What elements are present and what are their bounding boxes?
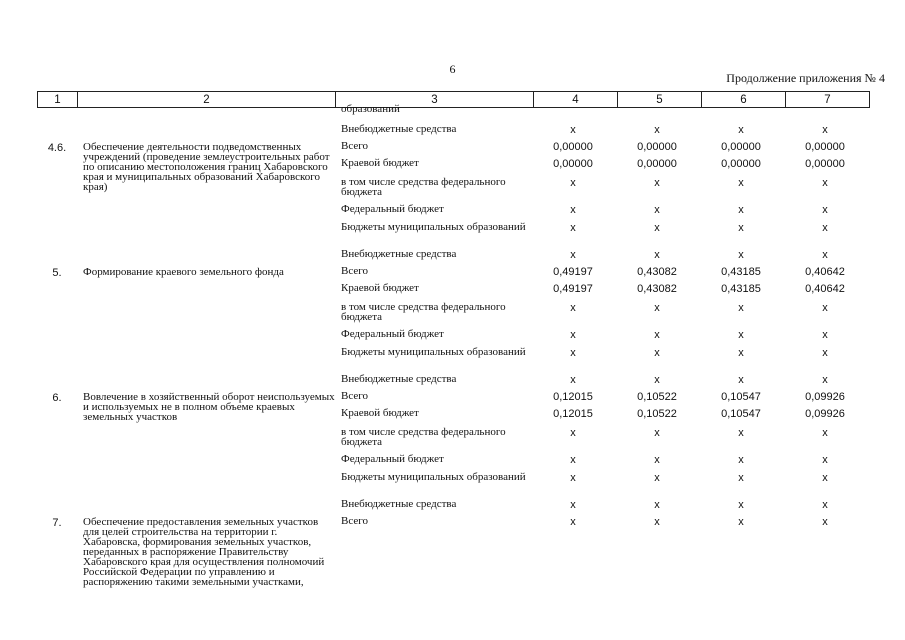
value-cell: х bbox=[654, 374, 660, 386]
value-cell: х bbox=[570, 222, 576, 234]
value-cell: х bbox=[738, 222, 744, 234]
funding-source: образований bbox=[341, 103, 400, 115]
value-cell: 0,43185 bbox=[721, 266, 761, 278]
value-cell: х bbox=[654, 124, 660, 136]
funding-source: Внебюджетные средства bbox=[341, 373, 457, 385]
value-cell: 0,09926 bbox=[805, 408, 845, 420]
value-cell: х bbox=[822, 427, 828, 439]
value-cell: 0,10522 bbox=[637, 391, 677, 403]
value-cell: 0,43082 bbox=[637, 283, 677, 295]
measure-name: Вовлечение в хозяйственный оборот неиспользуемых и используемых не в полном объеме краевых земельных участков bbox=[83, 391, 335, 423]
value-cell: х bbox=[822, 347, 828, 359]
value-cell: 0,00000 bbox=[721, 141, 761, 153]
funding-source: в том числе средства федерального бюджета bbox=[341, 301, 506, 323]
value-cell: 0,12015 bbox=[553, 408, 593, 420]
value-cell: 0,00000 bbox=[721, 158, 761, 170]
funding-source: Краевой бюджет bbox=[341, 282, 419, 294]
value-cell: х bbox=[738, 177, 744, 189]
funding-source: Внебюджетные средства bbox=[341, 498, 457, 510]
funding-source: Внебюджетные средства bbox=[341, 123, 457, 135]
value-cell: х bbox=[654, 249, 660, 261]
value-cell: 0,00000 bbox=[805, 141, 845, 153]
value-cell: х bbox=[570, 249, 576, 261]
value-cell: х bbox=[738, 124, 744, 136]
measure-name: Формирование краевого земельного фонда bbox=[83, 266, 284, 278]
value-cell: 0,00000 bbox=[805, 158, 845, 170]
funding-source: Всего bbox=[341, 140, 368, 152]
value-cell: х bbox=[738, 427, 744, 439]
page-number: 6 bbox=[449, 62, 456, 76]
value-cell: х bbox=[570, 472, 576, 484]
value-cell: х bbox=[570, 177, 576, 189]
column-header: 3 bbox=[336, 92, 534, 108]
value-cell: х bbox=[654, 472, 660, 484]
value-cell: х bbox=[738, 249, 744, 261]
measure-name: Обеспечение деятельности подведомственных учреждений (проведение землеустроительных работ по описанию местоположения границ Хабаровского края и муниципальных образований Хабаровского края) bbox=[83, 141, 330, 193]
value-cell: х bbox=[822, 302, 828, 314]
value-cell: х bbox=[654, 177, 660, 189]
value-cell: х bbox=[654, 499, 660, 511]
value-cell: х bbox=[822, 249, 828, 261]
value-cell: 0,10547 bbox=[721, 391, 761, 403]
value-cell: х bbox=[654, 204, 660, 216]
value-cell: х bbox=[738, 499, 744, 511]
value-cell: 0,40642 bbox=[805, 266, 845, 278]
value-cell: х bbox=[570, 124, 576, 136]
value-cell: х bbox=[738, 329, 744, 341]
funding-source: Федеральный бюджет bbox=[341, 203, 444, 215]
row-number: 5. bbox=[52, 267, 62, 279]
value-cell: х bbox=[822, 472, 828, 484]
value-cell: 0,43185 bbox=[721, 283, 761, 295]
value-cell: х bbox=[570, 329, 576, 341]
funding-source: Федеральный бюджет bbox=[341, 328, 444, 340]
value-cell: х bbox=[570, 499, 576, 511]
value-cell: х bbox=[822, 329, 828, 341]
value-cell: х bbox=[738, 347, 744, 359]
value-cell: 0,43082 bbox=[637, 266, 677, 278]
funding-source: Внебюджетные средства bbox=[341, 248, 457, 260]
column-header: 2 bbox=[78, 92, 336, 108]
value-cell: х bbox=[738, 472, 744, 484]
value-cell: х bbox=[654, 347, 660, 359]
value-cell: х bbox=[822, 374, 828, 386]
funding-source: Бюджеты муниципальных образований bbox=[341, 346, 526, 358]
value-cell: х bbox=[822, 204, 828, 216]
value-cell: 0,10522 bbox=[637, 408, 677, 420]
value-cell: х bbox=[822, 454, 828, 466]
value-cell: 0,12015 bbox=[553, 391, 593, 403]
funding-source: Бюджеты муниципальных образований bbox=[341, 471, 526, 483]
column-header: 5 bbox=[618, 92, 702, 108]
column-header: 6 bbox=[702, 92, 786, 108]
value-cell: 0,10547 bbox=[721, 408, 761, 420]
value-cell: х bbox=[822, 124, 828, 136]
column-header: 1 bbox=[38, 92, 78, 108]
funding-source: Федеральный бюджет bbox=[341, 453, 444, 465]
funding-source: в том числе средства федерального бюджета bbox=[341, 176, 506, 198]
funding-source: в том числе средства федерального бюджета bbox=[341, 426, 506, 448]
value-cell: х bbox=[570, 204, 576, 216]
value-cell: х bbox=[822, 516, 828, 528]
value-cell: х bbox=[822, 499, 828, 511]
value-cell: х bbox=[738, 302, 744, 314]
value-cell: х bbox=[822, 177, 828, 189]
value-cell: 0,00000 bbox=[637, 141, 677, 153]
value-cell: х bbox=[570, 454, 576, 466]
column-header: 7 bbox=[786, 92, 870, 108]
value-cell: х bbox=[654, 329, 660, 341]
value-cell: 0,49197 bbox=[553, 283, 593, 295]
funding-source: Всего bbox=[341, 265, 368, 277]
value-cell: х bbox=[570, 302, 576, 314]
value-cell: х bbox=[654, 302, 660, 314]
value-cell: х bbox=[570, 516, 576, 528]
funding-source: Бюджеты муниципальных образований bbox=[341, 221, 526, 233]
value-cell: 0,49197 bbox=[553, 266, 593, 278]
funding-source: Краевой бюджет bbox=[341, 407, 419, 419]
funding-source: Всего bbox=[341, 515, 368, 527]
value-cell: х bbox=[570, 427, 576, 439]
value-cell: х bbox=[738, 204, 744, 216]
value-cell: х bbox=[738, 516, 744, 528]
measure-name: Обеспечение предоставления земельных участков для целей строительства на территории г. Хабаровска, формирования земельных участков, переданных в распоряжение Правительству Хабаровского края для осуществления полномочий Российской Федерации по управлению и распоряжению такими земельными участками, bbox=[83, 516, 325, 588]
value-cell: 0,00000 bbox=[637, 158, 677, 170]
value-cell: х bbox=[570, 374, 576, 386]
value-cell: 0,09926 bbox=[805, 391, 845, 403]
value-cell: х bbox=[570, 347, 576, 359]
value-cell: 0,00000 bbox=[553, 141, 593, 153]
row-number: 4.6. bbox=[47, 142, 67, 154]
value-cell: х bbox=[654, 222, 660, 234]
row-number: 6. bbox=[52, 392, 62, 404]
value-cell: х bbox=[738, 374, 744, 386]
value-cell: х bbox=[654, 516, 660, 528]
value-cell: х bbox=[654, 427, 660, 439]
value-cell: х bbox=[822, 222, 828, 234]
continuation-label: Продолжение приложения № 4 bbox=[726, 71, 885, 85]
value-cell: 0,00000 bbox=[553, 158, 593, 170]
value-cell: х bbox=[738, 454, 744, 466]
value-cell: х bbox=[654, 454, 660, 466]
row-number: 7. bbox=[52, 517, 62, 529]
funding-source: Всего bbox=[341, 390, 368, 402]
value-cell: 0,40642 bbox=[805, 283, 845, 295]
funding-source: Краевой бюджет bbox=[341, 157, 419, 169]
column-header: 4 bbox=[534, 92, 618, 108]
